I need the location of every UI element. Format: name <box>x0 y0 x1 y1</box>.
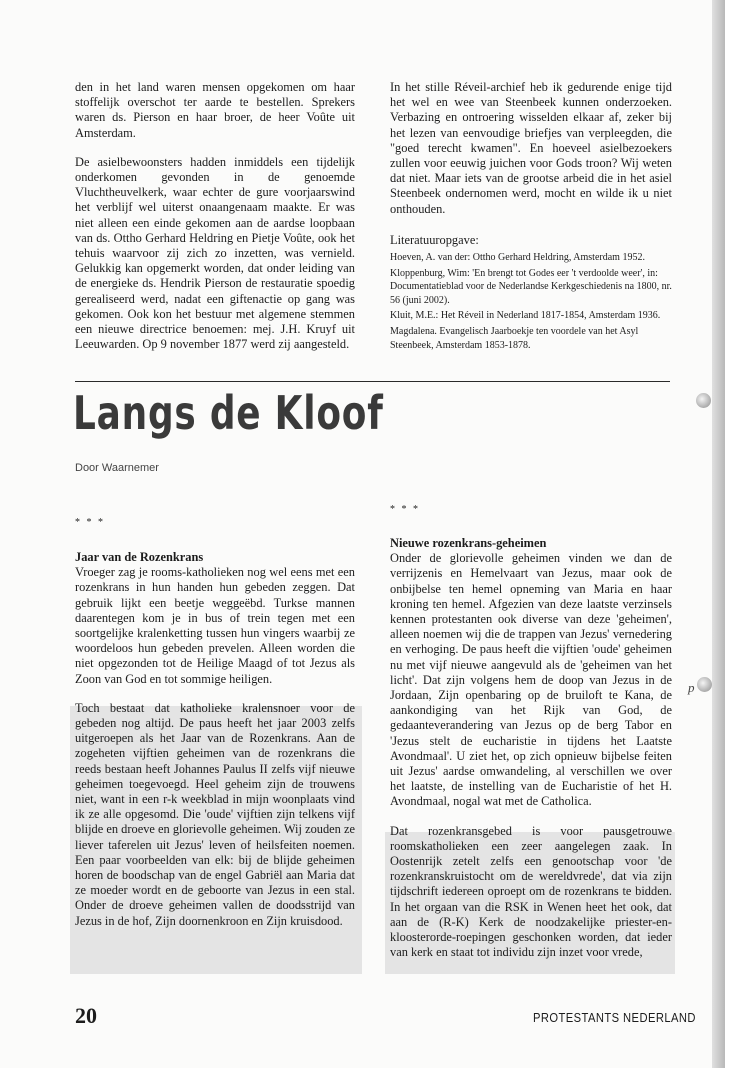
punch-hole <box>697 677 712 692</box>
section-heading: Nieuwe rozenkrans-geheimen <box>390 536 547 550</box>
paragraph: Dat rozenkransgebed is voor pausgetrouwe roomskatholieken een zeer aangelegen zaak. In Oostenrijk zetelt zelfs een genootschap voor 'de rozenkranskruistocht om de wereldvrede', dat via zijn tijdschrift iedereen oproept om de rozenkrans te bidden. In het orgaan van die RSK in Wenen heet het ook, dat aan de (R-K) Kerk de noodzakelijke priester-en- kloosterorde-roepingen geschonken worden, dat ieder van kerk en staat tot individu zijn inzet voor vrede, <box>390 823 672 960</box>
article-byline: Door Waarnemer <box>75 462 159 474</box>
section-divider <box>75 381 670 382</box>
paragraph: In het stille Réveil-archief heb ik gedurende enige tijd het wel en wee van Steenbeek kunnen onderzoeken. Verbazing en ontroering wisselden elkaar af, zeker bij het lezen van eenvoudige briefjes van verpleegden, die "goed terecht kwamen". En hoeveel asielbezoekers zullen voor eeuwig juichen voor Gods troon? Wij weten dat niet. Maar iets van de grootse arbeid die in het asiel Steenbeek ondernomen werd, mocht en wilde ik u niet onthouden. <box>390 80 672 216</box>
section-heading: Jaar van de Rozenkrans <box>75 550 204 564</box>
paragraph: Toch bestaat dat katholieke kralensnoer voor de gebeden nog altijd. De paus heeft het jaar 2003 zelfs uitgeroepen als het Jaar van de Rozenkrans. Aan de zogeheten vijftien geheimen van de rozenkrans die reeds bestaan heeft Johannes Paulus II zelfs vijf nieuwe geheimen toegevoegd. Heel geheim zijn de trouwens niet, want in een r-k weekblad in mijn woonplaats vind ik ze alle opgesomd. Die 'oude' vijftien zijn telkens vijf blijde en droeve en glorievolle geheimen. Wij zouden ze liever taferelen uit Jezus' leven of heilsfeiten noemen. Een paar voorbeelden van elk: bij de blijde geheimen horen de boodschap van de engel Gabriël aan Maria dat ze moeder wordt en de geboorte van Jezus in een stal. Onder de droeve geheimen vallen de doodsstrijd van Jezus in de hof, Zijn doornenkroon en Zijn kruisdood. <box>75 700 355 928</box>
literature-item: Kloppenburg, Wim: 'En brengt tot Godes eer 't verdoolde weer', in: Documentatieblad voor de Nederlandse Kerkgeschiedenis na 1800, nr. 56 (juni 2002). <box>390 267 672 306</box>
page-number: 20 <box>75 1003 97 1028</box>
article-right-column <box>390 536 672 974</box>
literature-item: Kluit, M.E.: Het Réveil in Nederland 1817-1854, Amsterdam 1936. <box>390 310 661 322</box>
page-edge-shadow <box>712 0 725 1068</box>
section-stars: * * * <box>390 504 420 515</box>
paragraph: De asielbewoonsters hadden inmiddels een tijdelijk onderkomen gevonden in de genoemde Vluchtheuvelkerk, waar echter de gure voorjaarswind het verblijf wel uiterst onaangenaam maakte. Er was niet alleen een einde gekomen aan de aardse loopbaan van ds. Ottho Gerhard Heldring en Pietje Voûte, ook het tehuis waarvoor zij zich zo inzetten, was vernield. Gelukkig kan opgemerkt worden, dat onder leiding van de energieke ds. Hendrik Pierson de restauratie spoedig gerealiseerd werd, nadat een giftenactie op gang was gekomen. Ook kon het bestuur met algemene stemmen een nieuwe directrice benoemen: mej. J.H. Kruyf uit Leeuwarden. Op 9 november 1877 werd zij aangesteld. <box>75 154 355 352</box>
section-stars: * * * <box>75 517 105 528</box>
continued-article-left-column <box>75 80 355 366</box>
paragraph: den in het land waren mensen opgekomen om haar stoffelijk overschot ter aarde te bestellen. Sprekers waren ds. Pierson en haar broer, de heer Voûte uit Amsterdam. <box>75 80 355 140</box>
article-title: Langs de Kloof <box>73 386 384 440</box>
punch-hole <box>696 393 711 408</box>
paragraph: Onder de glorievolle geheimen vinden we dan de verrijzenis en Hemelvaart van Jezus, maar ook de onbijbelse ten hemel opneming van Maria en haar kroning ten hemel. Afgezien van deze laatste verzinsels kennen protestanten ook diverse van deze 'geheimen', alleen noemen wij die de trappen van Jezus' vernedering en verhoging. De paus heeft die vijftien 'oude' geheimen nu met vijf nieuwe aangevuld als de 'geheimen van het licht'. Dat zijn volgens hem de doop van Jezus in de Jordaan, Zijn openbaring op de bruiloft te Kana, de aankondiging van het Rijk van God, de gedaanteverandering van Jezus op de berg Tabor en 'Jezus stelt de eucharistie in tijdens het Laatste Avondmaal'. U ziet het, op zich opnieuw bijbelse feiten uit Jezus' aardse omwandeling, al verschillen we over het laatste, de instelling van de Eucharistie of het H. Avondmaal, nogal wat met de Catholica. <box>390 551 672 809</box>
continued-article-right-column <box>390 80 672 354</box>
literature-heading: Literatuuropgave: <box>390 232 479 247</box>
paragraph: Vroeger zag je rooms-katholieken nog wel eens met een rozenkrans in hun handen hun gebeden zeggen. Dat gebruik lijkt een beetje weggeëbd. Turkse mannen daarentegen kom je in bus of trein tegen met een soortgelijke kralenketting tussen hun vingers waarbij ze woordeloos hun gebeden prevelen. Alleen worden die niet opgezonden tot de Heilige Maagd of tot Jezus als Zoon van God en tot sommige heiligen. <box>75 565 355 686</box>
publication-name: PROTESTANTS NEDERLAND <box>533 1010 696 1025</box>
article-left-column <box>75 550 355 943</box>
literature-item: Magdalena. Evangelisch Jaarboekje ten voordele van het Asyl Steenbeek, Amsterdam 1853-1878. <box>390 326 639 351</box>
margin-mark: p <box>688 680 695 695</box>
literature-item: Hoeven, A. van der: Ottho Gerhard Heldring, Amsterdam 1952. <box>390 252 645 264</box>
literature-list <box>390 251 672 352</box>
